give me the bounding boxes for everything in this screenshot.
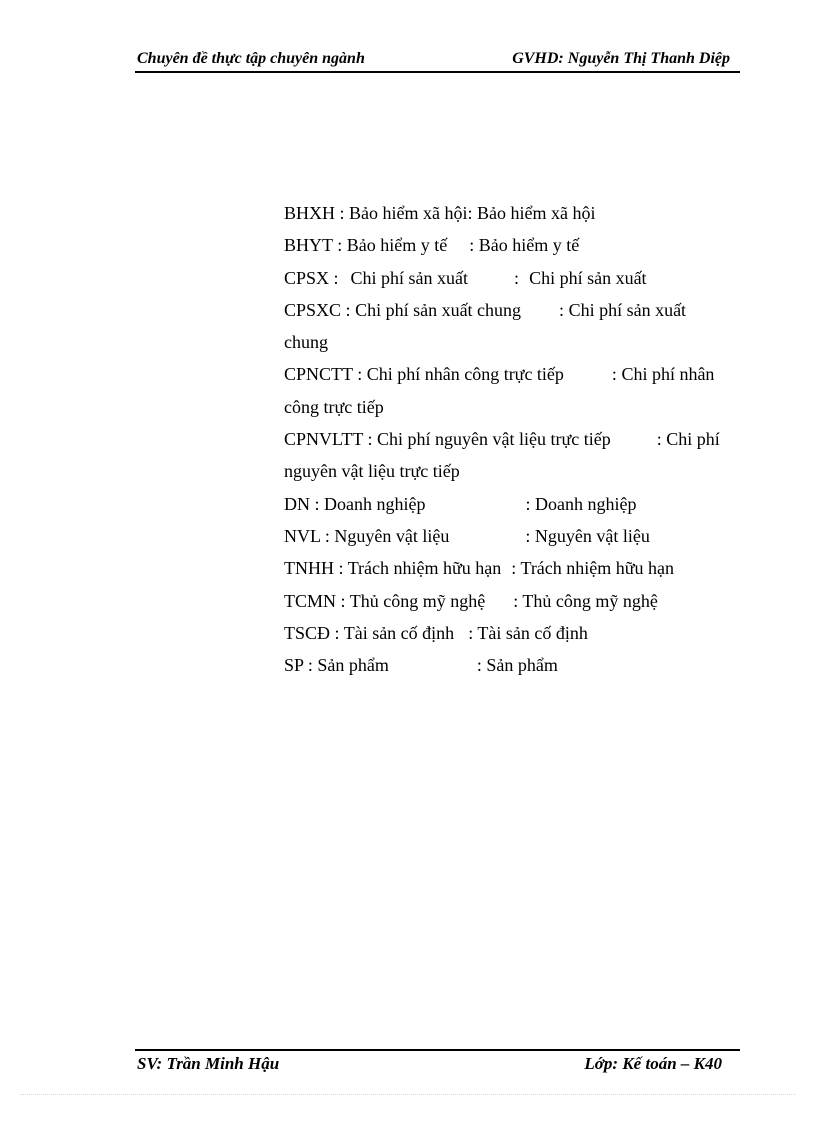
footer-divider [135, 1049, 740, 1051]
abbreviation-code: CPNVLTT [284, 429, 364, 450]
abbreviation-meaning: Tài sản cố định [343, 622, 455, 643]
abbreviation-meaning: Bảo hiểm xã hội [349, 203, 468, 223]
abbreviation-item: CPNVLTT : Chi phí nguyên vật liệu trực tiếp : Chi phí nguyên vật liệu trực tiếp [284, 429, 720, 482]
abbreviation-meaning: Bảo hiểm y tế [346, 235, 448, 256]
abbreviation-meaning: Thủ công mỹ nghệ [349, 590, 486, 611]
abbreviation-note: Doanh nghiệp [535, 493, 637, 514]
abbreviation-code: TCMN [284, 590, 337, 611]
abbreviation-note: Chi phí sản xuất [529, 267, 647, 288]
abbreviation-item: CPSX : Chi phí sản xuất : Chi phí sản xuất [284, 267, 647, 288]
abbreviation-meaning: Doanh nghiệp [324, 493, 426, 514]
abbreviation-code: TSCĐ [284, 622, 331, 643]
abbreviation-item: CPSXC : Chi phí sản xuất chung : Chi phí sản xuất chung [284, 299, 687, 353]
abbreviation-note: Bảo hiểm xã hội [477, 203, 596, 223]
abbreviation-meaning: Trách nhiệm hữu hạn [347, 558, 502, 579]
abbreviation-note: Trách nhiệm hữu hạn [520, 558, 675, 579]
abbreviation-list [284, 197, 734, 681]
abbreviation-meaning: Chi phí nguyên vật liệu trực tiếp [377, 429, 611, 450]
abbreviation-item: CPNCTT : Chi phí nhân công trực tiếp : Chi phí nhân công trực tiếp [284, 364, 715, 417]
abbreviation-code: BHXH [284, 203, 336, 223]
abbreviation-item: DN : Doanh nghiệp : Doanh nghiệp [284, 493, 637, 514]
page-edge-divider [20, 1094, 796, 1095]
abbreviation-item: NVL : Nguyên vật liệu : Nguyên vật liệu [284, 525, 650, 546]
abbreviation-code: NVL [284, 525, 321, 546]
abbreviation-item: TCMN : Thủ công mỹ nghệ : Thủ công mỹ nghệ [284, 590, 658, 611]
header-divider [135, 71, 740, 73]
header-title: Chuyên đề thực tập chuyên ngành [137, 50, 365, 67]
abbreviation-note: Chi phí nguyên vật liệu trực tiếp [284, 429, 720, 482]
abbreviation-meaning: Sản phẩm [317, 655, 389, 676]
footer-student: SV: Trần Minh Hậu [137, 1054, 280, 1073]
abbreviation-code: CPSX [284, 267, 330, 288]
page-header [135, 48, 740, 70]
abbreviation-note: Nguyên vật liệu [534, 525, 650, 546]
abbreviation-item: SP : Sản phẩm : Sản phẩm [284, 655, 558, 676]
abbreviation-note: Sản phẩm [486, 655, 558, 676]
abbreviation-code: BHYT [284, 235, 333, 256]
abbreviation-meaning: Nguyên vật liệu [334, 525, 450, 546]
header-supervisor: GVHD: Nguyễn Thị Thanh Diệp [512, 50, 730, 67]
page-footer [135, 1054, 740, 1078]
abbreviation-meaning: Chi phí nhân công trực tiếp [366, 364, 564, 385]
abbreviation-code: CPSXC [284, 299, 342, 320]
abbreviation-note: Chi phí nhân công trực tiếp [284, 364, 715, 417]
abbreviation-note: Thủ công mỹ nghệ [522, 590, 658, 611]
abbreviation-item: BHXH : Bảo hiểm xã hội: Bảo hiểm xã hội [284, 203, 596, 223]
abbreviation-meaning: Chi phí sản xuất chung [355, 299, 522, 320]
abbreviation-note: Tài sản cố định [477, 622, 588, 643]
abbreviation-note: Chi phí sản xuất chung [284, 299, 687, 353]
abbreviation-code: SP [284, 655, 304, 676]
abbreviation-item: TNHH : Trách nhiệm hữu hạn : Trách nhiệm hữu hạn [284, 558, 675, 579]
abbreviation-code: CPNCTT [284, 364, 353, 385]
abbreviation-item: TSCĐ : Tài sản cố định : Tài sản cố định [284, 622, 588, 643]
abbreviation-meaning: Chi phí sản xuất [350, 267, 469, 288]
abbreviation-item: BHYT : Bảo hiểm y tế : Bảo hiểm y tế [284, 235, 580, 256]
abbreviation-note: Bảo hiểm y tế [478, 235, 580, 256]
footer-class: Lớp: Kế toán – K40 [584, 1054, 722, 1073]
abbreviation-code: TNHH [284, 558, 334, 579]
abbreviation-code: DN [284, 493, 310, 514]
